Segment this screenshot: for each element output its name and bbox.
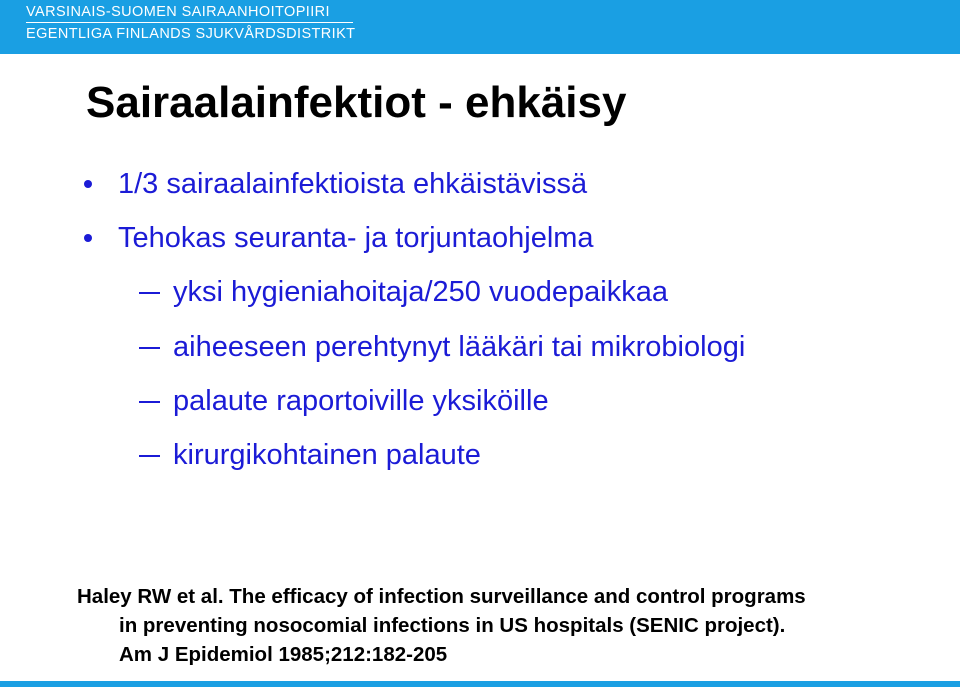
footer-bar <box>0 681 960 687</box>
bullet-dot-icon <box>84 234 92 242</box>
bullet-item <box>84 218 904 258</box>
reference-line: Am J Epidemiol 1985;212:182-205 <box>119 643 448 666</box>
bullet-dot-icon <box>84 180 92 188</box>
sub-bullet-text: yksi hygieniahoitaja/250 vuodepaikkaa <box>173 276 668 308</box>
reference-line: in preventing nosocomial infections in US hospitals (SENIC project). <box>119 614 786 637</box>
bullet-item <box>84 164 904 204</box>
sub-bullet-text: aiheeseen perehtynyt lääkäri tai mikrobiologi <box>173 331 746 363</box>
sub-bullet-item <box>139 327 919 367</box>
reference-line: Haley RW et al. The efficacy of infection surveillance and control programs <box>77 585 806 608</box>
dash-icon <box>139 347 160 349</box>
dash-icon <box>139 455 160 457</box>
organization-name-finnish: VARSINAIS-SUOMEN SAIRAANHOITOPIIRI <box>26 4 330 20</box>
organization-name-swedish: EGENTLIGA FINLANDS SJUKVÅRDSDISTRIKT <box>26 26 356 42</box>
header-divider <box>26 22 353 23</box>
dash-icon <box>139 401 160 403</box>
header-band <box>0 0 960 54</box>
reference-citation <box>77 582 947 669</box>
bullet-text: 1/3 sairaalainfektioista ehkäistävissä <box>118 168 588 200</box>
bullet-text: Tehokas seuranta- ja torjuntaohjelma <box>118 222 594 254</box>
sub-bullet-item <box>139 435 919 475</box>
slide-title: Sairaalainfektiot - ehkäisy <box>86 78 627 127</box>
sub-bullet-item <box>139 272 919 312</box>
sub-bullet-text: palaute raportoiville yksiköille <box>173 385 549 417</box>
dash-icon <box>139 292 160 294</box>
sub-bullet-text: kirurgikohtainen palaute <box>173 439 481 471</box>
sub-bullet-item <box>139 381 919 421</box>
